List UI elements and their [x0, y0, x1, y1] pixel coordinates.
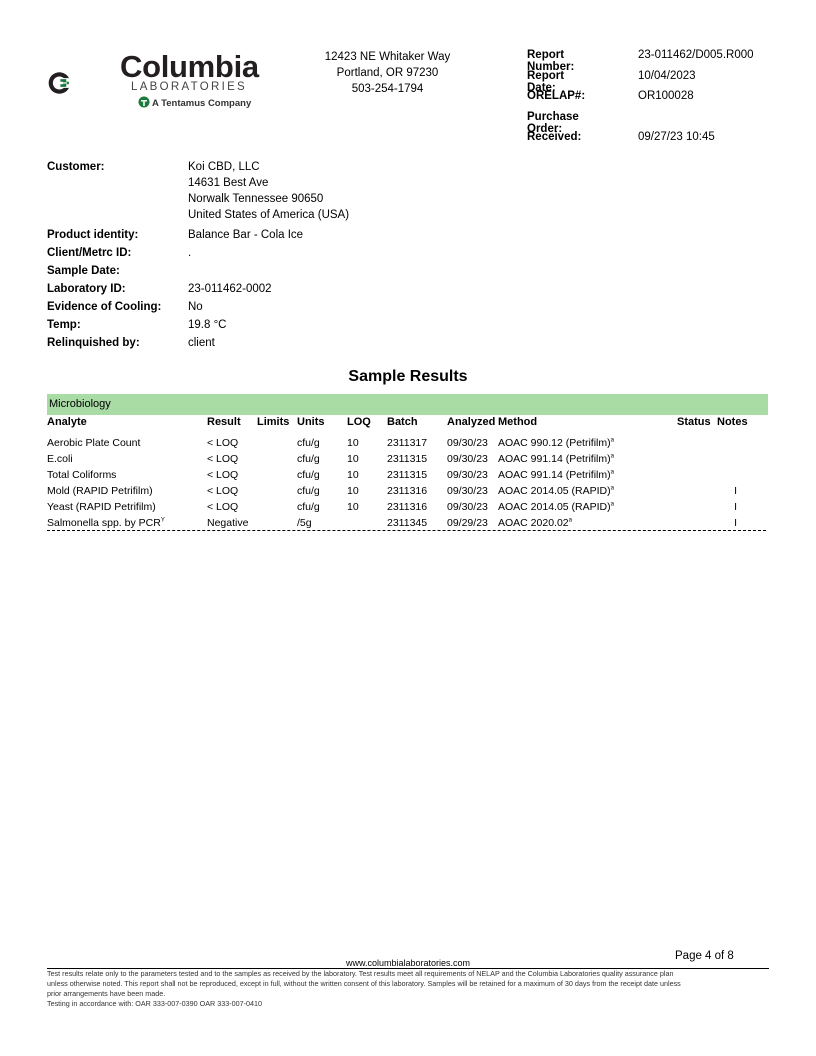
header-status: Status: [677, 416, 711, 428]
customer-name: Koi CBD, LLC: [188, 161, 260, 173]
lab-phone: 503-254-1794: [351, 83, 424, 95]
analyte-footnote: Y: [160, 517, 165, 524]
report-date-value: 10/04/2023: [638, 69, 696, 82]
product-identity-value: Balance Bar - Cola Ice: [188, 229, 304, 241]
orelap-value: OR100028: [638, 90, 694, 102]
cell-analyte: Yeast (RAPID Petrifilm): [47, 501, 156, 513]
method-text: AOAC 2020.02: [498, 517, 569, 529]
cell-units: cfu/g: [297, 437, 320, 449]
header-batch: Batch: [387, 416, 418, 428]
method-footnote: a: [568, 517, 572, 524]
header-units: Units: [297, 416, 325, 428]
cell-analyte: Mold (RAPID Petrifilm): [47, 485, 153, 497]
cell-notes: I: [734, 485, 737, 497]
relinquished-label: Relinquished by:: [47, 337, 140, 349]
cell-result: < LOQ: [207, 485, 239, 497]
report-date-label: Report Date:: [527, 69, 565, 94]
evidence-cooling-value: No: [188, 301, 203, 313]
cell-batch: 2311317: [387, 437, 428, 449]
cell-result: < LOQ: [207, 453, 239, 465]
cell-batch: 2311345: [387, 517, 428, 529]
method-text: AOAC 991.14 (Petrifilm): [498, 469, 611, 481]
sample-date-label: Sample Date:: [47, 265, 120, 277]
address-line-1: 12423 NE Whitaker Way: [324, 51, 451, 63]
cell-analyte: Aerobic Plate Count: [47, 437, 141, 449]
header-notes: Notes: [717, 416, 748, 428]
category-band: [47, 394, 768, 415]
disclaimer-line: Test results relate only to the parameters tested and to the samples as received by the laboratory. Test results meet all requirements of NELAP and the Columbia Laboratories quality assurance plan: [47, 969, 674, 978]
evidence-cooling-label: Evidence of Cooling:: [47, 301, 162, 313]
header-analyte: Analyte: [47, 416, 87, 428]
laboratory-id-label: Laboratory ID:: [47, 283, 126, 295]
header-analyzed: Analyzed: [447, 416, 496, 428]
cell-analyzed: 09/29/23: [447, 517, 488, 529]
cell-result: < LOQ: [207, 437, 239, 449]
temp-label: Temp:: [47, 319, 81, 331]
website-link[interactable]: www.columbialaboratories.com: [345, 958, 471, 968]
cell-result: < LOQ: [207, 501, 239, 513]
cell-batch: 2311316: [387, 485, 428, 497]
laboratory-id-value: 23-011462-0002: [188, 283, 272, 295]
method-text: AOAC 2014.05 (RAPID): [498, 485, 611, 497]
disclaimer-line: unless otherwise noted. This report shall not be reproduced, except in full, without the written consent of this laboratory. Samples will be retained for a maximum of 30 days from the receipt date unless: [47, 979, 681, 988]
header-method: Method: [498, 416, 538, 428]
header-limits: Limits: [257, 416, 290, 428]
cell-loq: 10: [347, 453, 359, 465]
cell-notes: I: [734, 501, 737, 513]
cell-units: cfu/g: [297, 469, 320, 481]
cell-loq: 10: [347, 501, 359, 513]
cell-analyte: Total Coliforms: [47, 469, 117, 481]
purchase-order-label: Purchase Order:: [527, 110, 579, 135]
report-number-label: Report Number:: [527, 49, 575, 73]
logo-subtitle: LABORATORIES: [131, 81, 248, 93]
customer-street: 14631 Best Ave: [188, 177, 269, 189]
table-header: [47, 415, 768, 433]
cell-method: [498, 437, 614, 449]
method-text: AOAC 990.12 (Petrifilm): [498, 437, 611, 449]
customer-country: United States of America (USA): [188, 209, 350, 221]
table-body: [47, 433, 768, 533]
product-identity-label: Product identity:: [47, 229, 139, 241]
cell-result: < LOQ: [207, 469, 239, 481]
analyte-text: Salmonella spp. by PCR: [47, 517, 161, 529]
customer-address: [188, 159, 349, 223]
customer-label: Customer:: [47, 161, 105, 173]
method-footnote: a: [610, 453, 614, 460]
logo-wordmark: Columbia: [120, 49, 259, 84]
cell-units: cfu/g: [297, 453, 320, 465]
cell-loq: 10: [347, 437, 359, 449]
method-footnote: a: [610, 501, 614, 508]
customer-city: Norwalk Tennessee 90650: [188, 193, 324, 205]
cell-result: Negative: [207, 517, 249, 529]
section-title: Sample Results: [348, 368, 468, 385]
cell-units: cfu/g: [297, 501, 320, 513]
logo-tagline: A Tentamus Company: [152, 98, 252, 109]
cell-batch: 2311316: [387, 501, 428, 513]
cell-method: [498, 469, 614, 481]
address-line-2: Portland, OR 97230: [336, 67, 439, 79]
received-value: 09/27/23 10:45: [638, 131, 715, 143]
table-end-divider: [47, 530, 766, 531]
received-label: Received:: [527, 131, 582, 143]
cell-loq: 10: [347, 485, 359, 497]
cell-analyzed: 09/30/23: [447, 453, 488, 465]
disclaimer: [47, 969, 767, 1009]
client-metrc-label: Client/Metrc ID:: [47, 247, 132, 259]
cell-batch: 2311315: [387, 469, 428, 481]
method-footnote: a: [610, 469, 614, 476]
cell-notes: I: [734, 517, 737, 529]
method-footnote: a: [610, 437, 614, 444]
table-row: [47, 453, 768, 469]
lab-address: [300, 49, 475, 97]
cell-method: [498, 517, 572, 529]
results-table: [47, 415, 768, 533]
page-number: Page 4 of 8: [675, 950, 734, 962]
header-loq: LOQ: [347, 416, 371, 428]
cell-analyzed: 09/30/23: [447, 437, 488, 449]
client-metrc-value: .: [188, 247, 192, 259]
cell-method: [498, 453, 614, 465]
method-text: AOAC 2014.05 (RAPID): [498, 501, 611, 513]
table-row: [47, 501, 768, 517]
cell-analyzed: 09/30/23: [447, 469, 488, 481]
disclaimer-line: Testing in accordance with: OAR 333-007-0390 OAR 333-007-0410: [47, 999, 262, 1008]
cell-method: [498, 501, 614, 513]
cell-batch: 2311315: [387, 453, 428, 465]
temp-value: 19.8 °C: [188, 319, 227, 331]
table-row: [47, 437, 768, 453]
table-row: [47, 485, 768, 501]
tentamus-icon: [138, 96, 150, 108]
disclaimer-line: prior arrangements have been made.: [47, 989, 166, 998]
orelap-label: ORELAP#:: [527, 90, 586, 102]
cell-loq: 10: [347, 469, 359, 481]
method-text: AOAC 991.14 (Petrifilm): [498, 453, 611, 465]
cell-units: cfu/g: [297, 485, 320, 497]
columbia-logo-mark: [48, 46, 118, 120]
category-label: Microbiology: [49, 398, 111, 410]
method-footnote: a: [610, 485, 614, 492]
cell-analyzed: 09/30/23: [447, 501, 488, 513]
cell-analyte: [47, 517, 165, 529]
report-number-value: 23-011462/D005.R000: [638, 49, 754, 61]
cell-analyzed: 09/30/23: [447, 485, 488, 497]
cell-analyte: E.coli: [47, 453, 73, 465]
relinquished-value: client: [188, 337, 215, 349]
header-result: Result: [207, 416, 241, 428]
cell-method: [498, 485, 614, 497]
cell-units: /5g: [297, 517, 312, 529]
table-row: [47, 469, 768, 485]
